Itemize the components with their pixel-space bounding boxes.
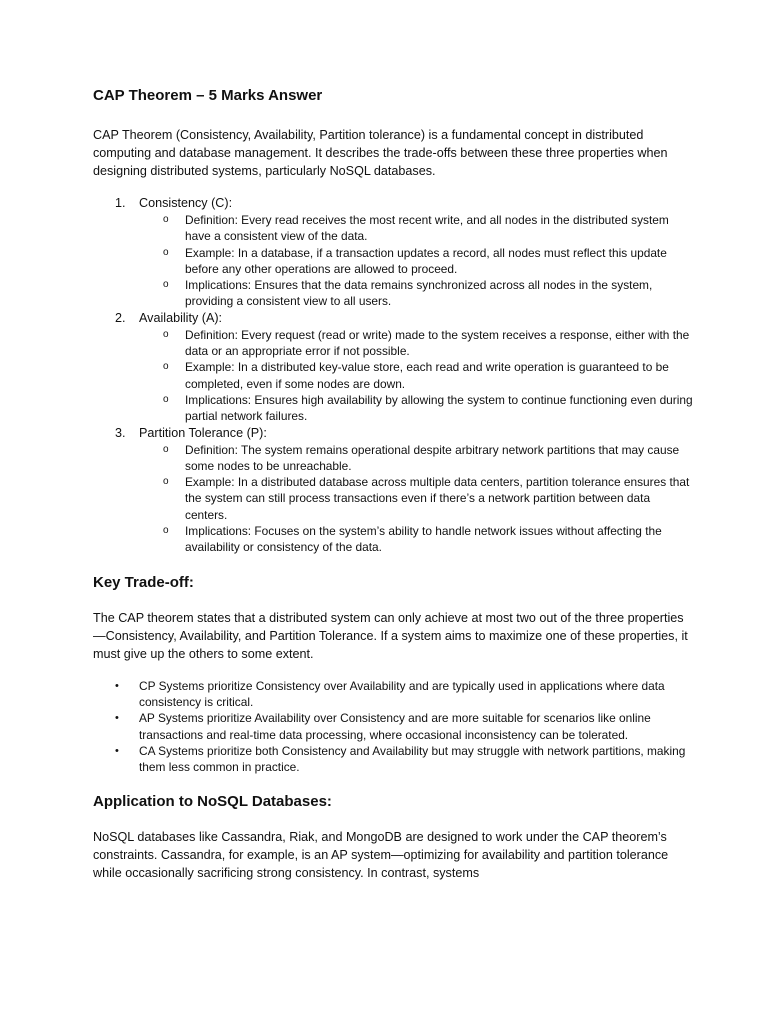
list-item: [93, 710, 693, 743]
point-text: Example: In a database, if a transaction updates a record, all nodes must reflect this update before any other operations are allowed to proceed.: [185, 245, 667, 276]
list-item: [93, 678, 693, 711]
point-text: Implications: Ensures high availability by allowing the system to continue functioning even during partial network failures.: [185, 392, 693, 424]
point-text: Example: In a distributed key-value store, each read and write operation is guaranteed to be completed, even if some nodes are down.: [185, 360, 669, 391]
list-number: 3.: [115, 425, 126, 440]
list-item: [93, 743, 693, 776]
tradeoff-paragraph: The CAP theorem states that a distributed system can only achieve at most two out of the three properties—Consistency, Availability, and Partition Tolerance. If a system aims to maximize one of these properties, it must give up the others to some extent.: [93, 610, 688, 661]
circle-bullet-icon: o: [163, 214, 169, 225]
property-points: [139, 327, 693, 425]
bullet-icon: •: [115, 712, 119, 725]
list-item: [139, 474, 693, 523]
circle-bullet-icon: o: [163, 361, 169, 373]
circle-bullet-icon: o: [163, 525, 169, 537]
list-number: 1.: [115, 196, 126, 210]
point-text: CA Systems prioritize both Consistency and Availability but may struggle with network partitions, making them less common in practice.: [139, 743, 686, 775]
list-item: [139, 523, 693, 556]
list-item: [139, 392, 693, 425]
property-item-availability: [93, 310, 693, 425]
point-text: AP Systems prioritize Availability over Consistency and are more suitable for scenarios like online transactions and real-time data processing, where occasional inconsistency can be tolerated.: [139, 711, 651, 742]
property-points: [139, 442, 693, 556]
bullet-icon: •: [115, 744, 119, 757]
document-title: CAP Theorem – 5 Marks Answer: [93, 87, 323, 104]
circle-bullet-icon: o: [163, 476, 169, 488]
point-text: CP Systems prioritize Consistency over Availability and are typically used in applications where data consistency is critical.: [139, 678, 665, 709]
list-item: [139, 245, 693, 278]
circle-bullet-icon: o: [163, 328, 169, 340]
list-item: [139, 277, 693, 310]
point-text: Example: In a distributed database across multiple data centers, partition tolerance ensures that the system can still process transactions even if there’s a network partition between data centers.: [185, 475, 690, 522]
circle-bullet-icon: o: [163, 279, 169, 291]
point-text: Definition: The system remains operational despite arbitrary network partitions that may cause some nodes to be unreachable.: [185, 442, 680, 473]
property-points: [139, 212, 693, 310]
point-text: Definition: Every read receives the most recent write, and all nodes in the distributed system have a consistent view of the data.: [185, 213, 669, 244]
property-item-consistency: [93, 195, 693, 310]
nosql-paragraph: NoSQL databases like Cassandra, Riak, and MongoDB are designed to work under the CAP theorem’s constraints. Cassandra, for example, is an AP system—optimizing for availability and partition tolerance while occasionally sacrificing strong consistency. In contrast, systems: [93, 830, 669, 881]
property-name: Consistency (C):: [139, 196, 233, 210]
tradeoff-list: [93, 678, 693, 776]
property-name: Partition Tolerance (P):: [139, 425, 267, 440]
properties-list: [93, 195, 693, 556]
nosql-heading: Application to NoSQL Databases:: [93, 793, 332, 811]
list-item: [139, 359, 693, 392]
list-item: [139, 212, 693, 245]
point-text: Implications: Focuses on the system’s ability to handle network issues without affecting the availability or consistency of the data.: [185, 524, 662, 555]
property-name: Availability (A):: [139, 310, 223, 325]
point-text: Definition: Every request (read or write) made to the system receives a response, either with the data or an appropriate error if not possible.: [185, 327, 690, 359]
list-item: [139, 327, 693, 360]
circle-bullet-icon: o: [163, 443, 169, 455]
circle-bullet-icon: o: [163, 246, 169, 258]
tradeoff-heading: Key Trade-off:: [93, 573, 194, 591]
list-item: [139, 442, 693, 475]
list-number: 2.: [115, 310, 126, 325]
bullet-icon: •: [115, 679, 119, 692]
intro-paragraph: CAP Theorem (Consistency, Availability, Partition tolerance) is a fundamental concept in distributed computing and database management. It describes the trade-offs between these three properties when designing distributed systems, particularly NoSQL databases.: [93, 128, 668, 178]
document-page: [93, 86, 693, 882]
point-text: Implications: Ensures that the data remains synchronized across all nodes in the system, providing a consistent view to all users.: [185, 278, 653, 309]
property-item-partition-tolerance: [93, 425, 693, 556]
circle-bullet-icon: o: [163, 393, 169, 405]
